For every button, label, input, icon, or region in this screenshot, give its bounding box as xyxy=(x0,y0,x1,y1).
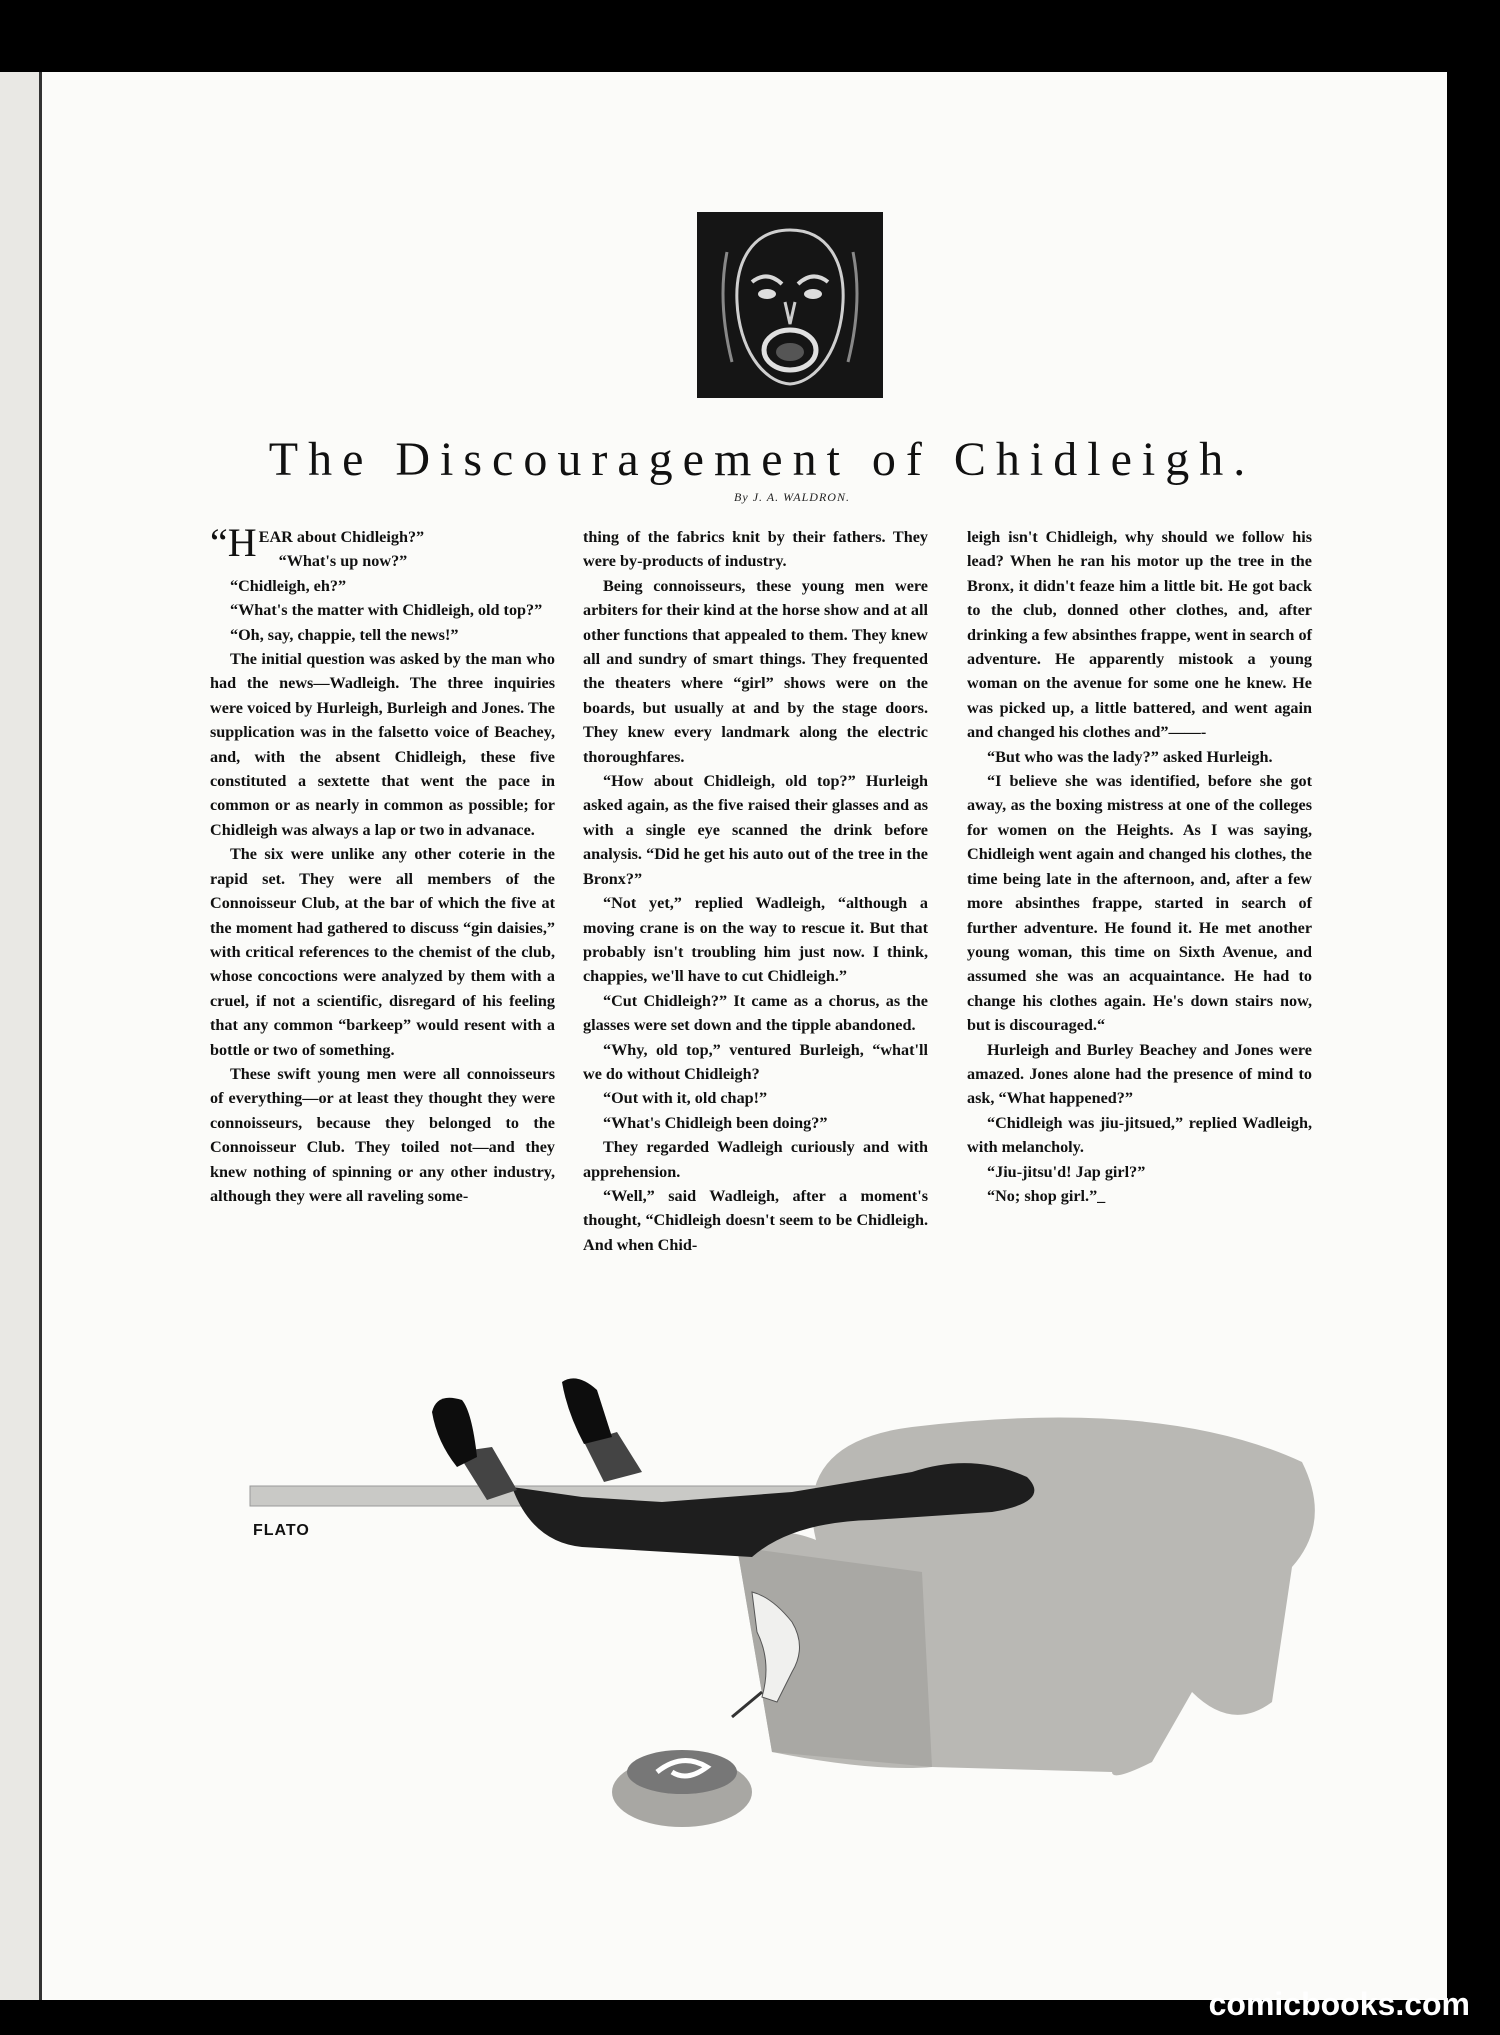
paragraph: “Chidleigh, eh?” xyxy=(230,576,347,595)
paragraph: “Why, old top,” ventured Burleigh, “what'll we do without Chidleigh? xyxy=(583,1040,928,1083)
paragraph: They regarded Wadleigh curiously and with apprehension. xyxy=(583,1138,928,1181)
drop-cap: “H xyxy=(210,520,257,565)
paragraph: “Cut Chidleigh?” It came as a chorus, as the glasses were set down and the tipple abandoned. xyxy=(583,991,928,1035)
artist-signature: FLATO xyxy=(253,1522,310,1539)
paragraph: “Chidleigh was jiu-jitsued,” replied Wadleigh, with melancholy. xyxy=(967,1113,1312,1157)
watermark-text: comicbooks.com xyxy=(1208,1986,1470,2022)
paragraph: “What's the matter with Chidleigh, old top?” xyxy=(230,601,543,620)
paragraph: “Not yet,” replied Wadleigh, “although a moving crane is on the way to rescue it. But that probably isn't troubling him just now. I think, chappies, we'll have to cut Chidleigh.” xyxy=(583,894,928,986)
paragraph: “No; shop girl.”_ xyxy=(987,1186,1106,1205)
paragraph: “Out with it, old chap!” xyxy=(603,1089,768,1108)
byline: By J. A. WALDRON. xyxy=(734,490,850,504)
paragraph: “HEAR about Chidleigh?” xyxy=(210,520,425,565)
armchair-illustration xyxy=(232,1372,1382,1852)
paragraph: These swift young men were all connoisseurs of everything—or at least they thought they were connoisseurs, because they belonged to the Connoisseur Club. They toiled not—and they knew nothing of spinning or any other industry, although they were all raveling some- xyxy=(210,1064,555,1205)
text-column-3 xyxy=(967,525,1312,1208)
paragraph: thing of the fabrics knit by their fathers. They were by-products of industry. xyxy=(583,528,928,571)
paragraph: “I believe she was identified, before she got away, as the boxing mistress at one of the colleges for women on the Heights. As I was saying, Chidleigh went again and changed his clothes, the time being late in the afternoon, and, after a few more absinthes frappe, started in search of further adventure. He found it. He met another young woman, this time on Sixth Avenue, and assumed she was an acquaintance. He had to change his clothes again. He's down stairs now, but is discouraged.“ xyxy=(967,772,1312,1035)
article-title: The Discouragement of Chidleigh. xyxy=(268,433,1256,486)
paragraph: The initial question was asked by the man who had the news—Wadleigh. The three inquiries were voiced by Hurleigh, Burleigh and Jones. The supplication was in the falsetto voice of Beachey, and, with the absent Chidleigh, these five constituted a sextette that went the pace in common or as nearly in common as possible; for Chidleigh was always a lap or two in advanace. xyxy=(210,650,555,839)
magazine-page xyxy=(42,72,1447,2000)
paragraph: “What's Chidleigh been doing?” xyxy=(603,1113,828,1132)
paragraph: The six were unlike any other coterie in the rapid set. They were all members of the Connoisseur Club, at the bar of which the five at the moment had gathered to discuss “gin daisies,” with critical references to the chemist of the club, whose concoctions were analyzed by them with a cruel, if not a scientific, disregard of his feeling that any common “barkeep” would resent with a bottle or two of something. xyxy=(210,845,555,1059)
paragraph: Hurleigh and Burley Beachey and Jones were amazed. Jones alone had the presence of mind to ask, “What happened?” xyxy=(967,1040,1312,1108)
grotesque-mask-ornament xyxy=(697,212,883,398)
paragraph: “How about Chidleigh, old top?” Hurleigh asked again, as the five raised their glasses and as with a single eye scanned the drink before analysis. “Did he get his auto out of the tree in the Bronx?” xyxy=(583,772,928,888)
left-page-edge xyxy=(0,72,42,2000)
paragraph: “But who was the lady?” asked Hurleigh. xyxy=(987,747,1273,766)
paragraph: “Oh, say, chappie, tell the news!” xyxy=(230,625,459,644)
paragraph: leigh isn't Chidleigh, why should we follow his lead? When he ran his motor up the tree in the Bronx, it didn't feaze him a little bit. He got back to the club, donned other clothes, and, after drinking a few absinthes frappe, went in search of adventure. He apparently mistook a young woman on the avenue for some one he knew. He was picked up, a little battered, and went again and changed his clothes and”——- xyxy=(967,528,1312,742)
paragraph: “Well,” said Wadleigh, after a moment's thought, “Chidleigh doesn't seem to be Chidleigh. And when Chid- xyxy=(583,1186,928,1254)
paragraph: “Jiu-jitsu'd! Jap girl?” xyxy=(987,1162,1146,1181)
paragraph: “What's up now?” xyxy=(278,552,408,571)
text-column-2 xyxy=(583,525,928,1257)
text-column-1 xyxy=(210,520,555,1208)
paragraph: Being connoisseurs, these young men were arbiters for their kind at the horse show and at all other functions that appealed to them. They knew all and sundry of smart things. They frequented the theaters where “girl” shows were on the boards, but usually at and by the stage doors. They knew every landmark along the electric thoroughfares. xyxy=(583,576,928,766)
